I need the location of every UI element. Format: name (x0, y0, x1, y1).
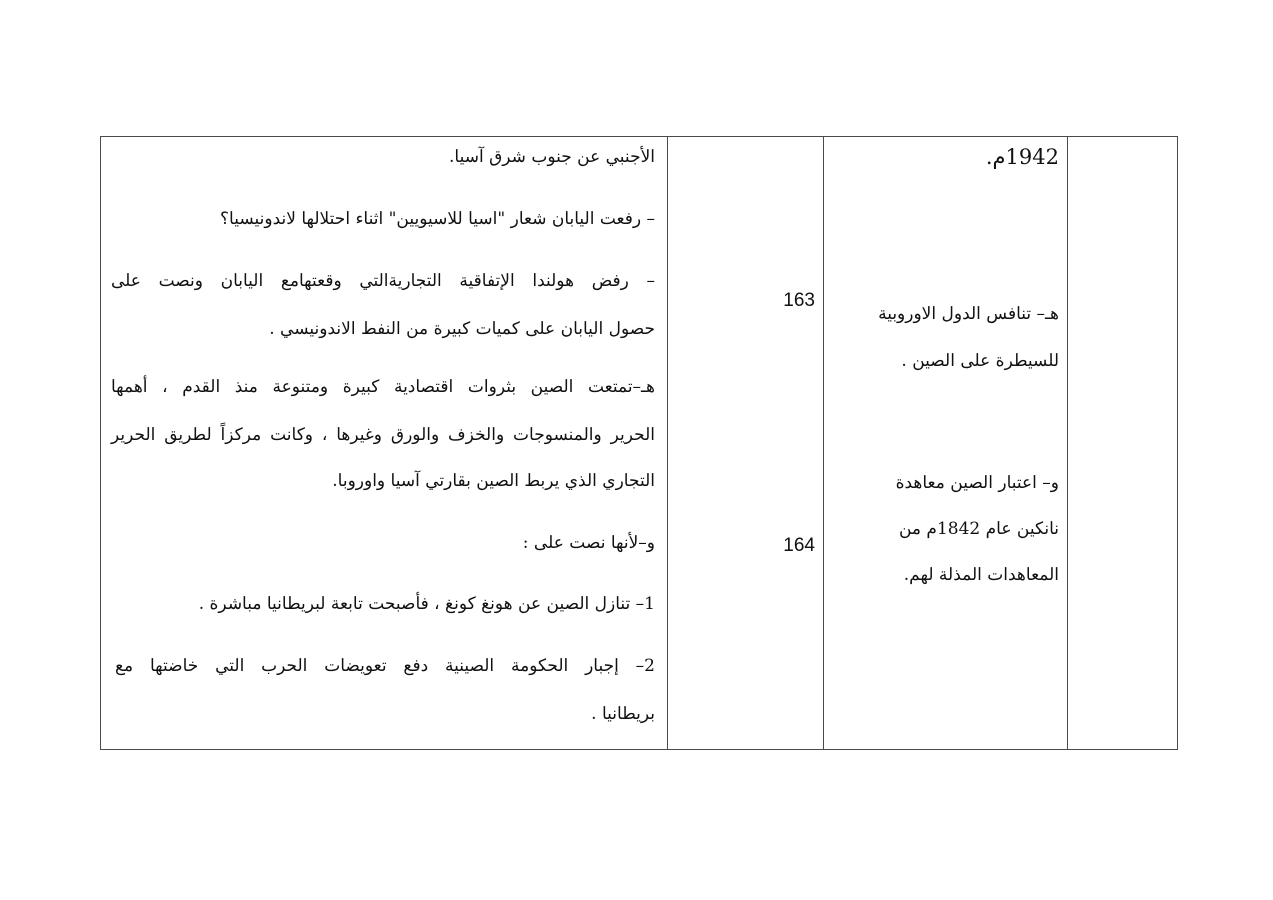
page-number: 163 (783, 290, 815, 311)
answer-line: بريطانيا . (591, 704, 655, 724)
topic-line: المعاهدات المذلة لهم. (903, 565, 1059, 585)
topic-line: 1942م. (985, 145, 1059, 169)
answer-line: و–لأنها نصت على : (522, 533, 655, 553)
answer-line: حصول اليابان على كميات كبيرة من النفط الاندونيسي . (269, 319, 655, 339)
answer-line: الأجنبي عن جنوب شرق آسيا. (449, 147, 655, 167)
topic-line: هـ– تنافس الدول الاوروبية (878, 304, 1059, 324)
answer-line: هـ–تمتعت الصين بثروات اقتصادية كبيرة ومتنوعة منذ القدم ، أهمها (111, 377, 655, 397)
empty-cell (1068, 137, 1178, 750)
topic-line: للسيطرة على الصين . (901, 351, 1059, 371)
answer-line: الحرير والمنسوجات والخزف والورق وغيرها ، وكانت مركزاً لطريق الحرير (111, 425, 655, 445)
page-number: 164 (783, 535, 815, 556)
page-number-cell (668, 137, 824, 750)
topic-cell (824, 137, 1068, 750)
answer-line: – رفض هولندا الإتفاقية التجاريةالتي وقعتهامع اليابان ونصت على (111, 271, 655, 291)
answer-line: 2– إجبار الحكومة الصينية دفع تعويضات الحرب التي خاضتها مع (115, 656, 655, 676)
answer-line: التجاري الذي يربط الصين بقارتي آسيا واوروبا. (332, 471, 655, 491)
topic-line: نانكين عام 1842م من (898, 519, 1059, 539)
answer-cell (101, 137, 668, 750)
content-table (100, 136, 1178, 750)
answer-line: – رفعت اليابان شعار "اسيا للاسيويين" اثناء احتلالها لاندونيسيا؟ (220, 209, 655, 229)
topic-line: و– اعتبار الصين معاهدة (895, 473, 1059, 493)
answer-line: 1– تنازل الصين عن هونغ كونغ ، فأصبحت تابعة لبريطانيا مباشرة . (198, 594, 655, 614)
table-row (101, 137, 1178, 750)
